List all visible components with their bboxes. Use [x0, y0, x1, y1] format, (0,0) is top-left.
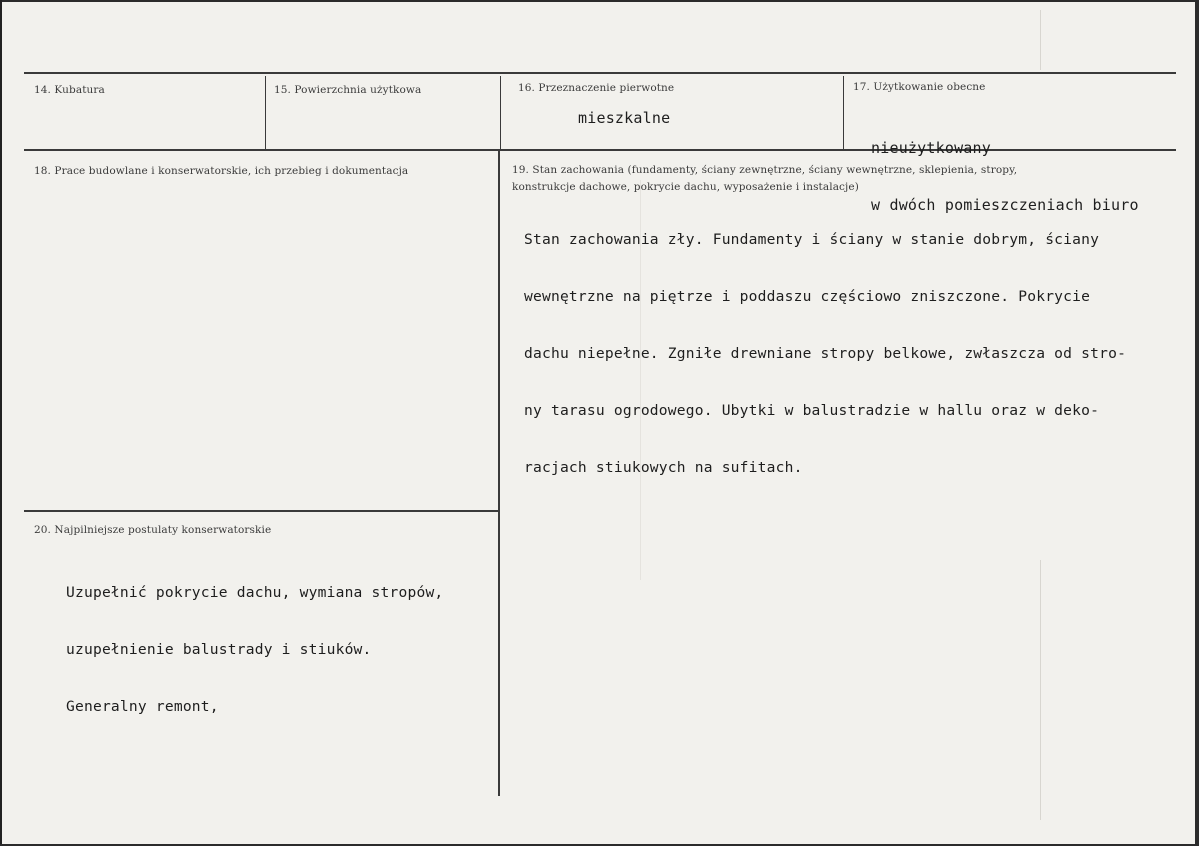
col-divider-14-15	[265, 76, 266, 150]
field-19-label-line: 19. Stan zachowania (fundamenty, ściany zewnętrzne, ściany wewnętrzne, sklepienia, stropy,	[512, 164, 1018, 176]
field-20-line: Generalny remont,	[66, 698, 219, 715]
field-19-label	[512, 162, 1017, 196]
field-17-label: 17. Użytkowanie obecne	[853, 81, 986, 93]
card-edge-top	[0, 0, 1199, 2]
col-divider-15-16	[500, 76, 501, 150]
field18-bottom-rule	[24, 510, 498, 512]
field-20-line: uzupełnienie balustrady i stiuków.	[66, 641, 372, 658]
field-14-label: 14. Kubatura	[34, 84, 105, 96]
field-20-value	[66, 545, 443, 754]
field-16-value: mieszkalne	[578, 109, 671, 127]
top-rule	[24, 72, 1176, 74]
field-19-line: Stan zachowania zły. Fundamenty i ściany w stanie dobrym, ściany	[524, 231, 1100, 248]
field-18-label: 18. Prace budowlane i konserwatorskie, ich przebieg i dokumentacja	[34, 165, 409, 177]
field-20-line: Uzupełnić pokrycie dachu, wymiana stropów,	[66, 584, 444, 601]
col-divider-16-17	[843, 76, 844, 150]
field-19-line: ny tarasu ogrodowego. Ubytki w balustradzie w hallu oraz w deko-	[524, 402, 1100, 419]
field-19-value	[524, 192, 1126, 515]
field-19-line: dachu niepełne. Zgniłe drewniane stropy belkowe, zwłaszcza od stro-	[524, 345, 1127, 362]
field-19-line: racjach stiukowych na sufitach.	[524, 459, 803, 476]
field-16-label: 16. Przeznaczenie pierwotne	[518, 82, 675, 94]
field-19-label-line: konstrukcje dachowe, pokrycie dachu, wyposażenie i instalacje)	[512, 181, 859, 193]
show-through-mark	[1040, 560, 1041, 820]
field-17-line: w dwóch pomieszczeniach biuro	[871, 196, 1139, 214]
card-edge-left	[0, 0, 2, 846]
field-19-line: wewnętrzne na piętrze i poddaszu częściowo zniszczone. Pokrycie	[524, 288, 1091, 305]
card-edge-right	[1195, 0, 1199, 846]
field-20-label: 20. Najpilniejsze postulaty konserwatorskie	[34, 524, 272, 536]
field-15-label: 15. Powierzchnia użytkowa	[274, 84, 422, 96]
show-through-mark	[1040, 10, 1041, 70]
field-17-line: nieużytkowany	[871, 139, 991, 157]
col-divider-lower	[498, 151, 500, 796]
